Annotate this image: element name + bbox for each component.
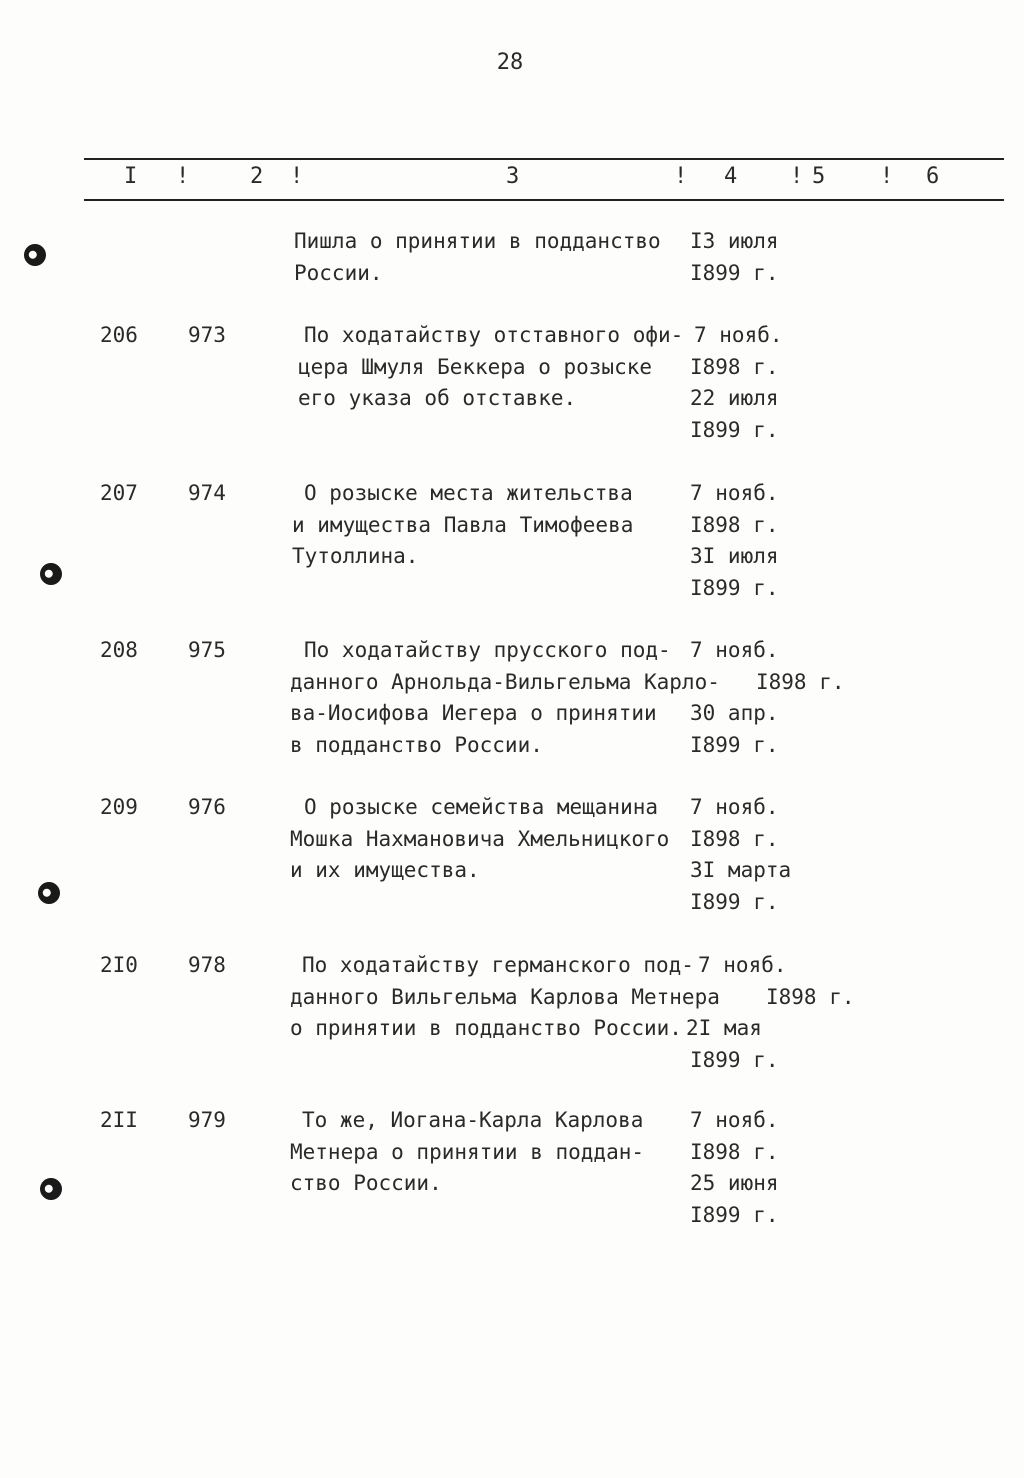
header-bottom-rule <box>84 199 1004 201</box>
header-separator: ! <box>674 164 688 189</box>
entry-date-line: 7 нояб. <box>694 323 783 347</box>
entry-date-line: 7 нояб. <box>698 953 787 977</box>
entry-date-line: I899 г. <box>690 889 779 914</box>
entry-title-line: России. <box>294 260 383 285</box>
page-number: 28 <box>496 50 524 75</box>
entry-title-line: По ходатайству прусского под- <box>304 638 671 662</box>
entry-date-line: I899 г. <box>690 575 779 600</box>
entry-file-number: 979 <box>188 1108 226 1132</box>
entry-number: 208 <box>100 638 138 662</box>
entry-file-number: 975 <box>188 638 226 662</box>
entry-date-line: I899 г. <box>690 417 779 442</box>
header-col-5: 5 <box>812 164 826 189</box>
binding-hole-mark <box>35 879 63 907</box>
binding-hole-mark <box>37 1175 65 1203</box>
entry-date-line: 2I мая <box>686 1016 762 1040</box>
entry-title-line: цера Шмуля Беккера о розыске <box>298 354 653 379</box>
entry-dates <box>686 950 855 1076</box>
entry-number: 2II <box>100 1108 138 1132</box>
entry-date-line: I898 г. <box>690 354 779 379</box>
header-col-6: 6 <box>926 164 940 189</box>
entry-date-line: I898 г. <box>766 984 855 1009</box>
entry-file-number: 973 <box>188 323 226 347</box>
binding-hole-mark <box>21 241 49 269</box>
entry-dates <box>686 320 783 446</box>
entry-file-number: 978 <box>188 953 226 977</box>
entry-dates <box>690 226 779 289</box>
entry-date-line: 7 нояб. <box>690 481 779 505</box>
entry-title-line: данного Арнольда-Вильгельма Карло- <box>290 669 720 694</box>
entry-title-line: в подданство России. <box>290 732 543 757</box>
header-col-3: 3 <box>506 164 520 189</box>
entry-title-line: По ходатайству германского под- <box>302 953 694 977</box>
entry-title-line: и имущества Павла Тимофеева <box>292 512 634 537</box>
entry-number: 2I0 <box>100 953 138 977</box>
entry-dates <box>686 478 779 604</box>
table-header <box>0 164 1024 194</box>
entry-title <box>290 950 720 1045</box>
entry-title-line: Мошка Нахмановича Хмельницкого <box>290 826 670 851</box>
entry-number: 206 <box>100 323 138 347</box>
entry-date-line: 7 нояб. <box>690 638 779 662</box>
entry-title-line: его указа об отставке. <box>298 386 577 410</box>
entry-date-line: I898 г. <box>690 512 779 537</box>
entry-date-line: 7 нояб. <box>690 1108 779 1132</box>
entry-number: 207 <box>100 481 138 505</box>
entry-title-line: О розыске места жительства <box>304 481 633 505</box>
binding-hole-mark <box>37 560 65 588</box>
entry-date-line: I899 г. <box>690 1047 779 1072</box>
entry-date-line: 3I июля <box>690 544 779 568</box>
entry-file-number: 974 <box>188 481 226 505</box>
entry-date-line: 7 нояб. <box>690 795 779 819</box>
entry-date-line: I898 г. <box>690 826 779 851</box>
entry-date-line: 22 июля <box>690 386 779 410</box>
entry-dates <box>686 1105 779 1231</box>
entry-title-line: Пишла о принятии в подданство <box>294 229 661 253</box>
header-separator: ! <box>176 164 190 189</box>
entry-title-line: и их имущества. <box>290 858 480 882</box>
entry-number: 209 <box>100 795 138 819</box>
entry-title-line: ство России. <box>290 1171 442 1195</box>
entry-title <box>294 226 661 289</box>
entry-date-line: I899 г. <box>690 1202 779 1227</box>
entry-title <box>290 635 720 761</box>
header-col-1: I <box>124 164 138 189</box>
entry-dates <box>686 792 791 918</box>
entry-date-line: I899 г. <box>690 260 779 285</box>
entry-file-number: 976 <box>188 795 226 819</box>
entry-date-line: 25 июня <box>690 1171 779 1195</box>
entry-title-line: данного Вильгельма Карлова Метнера <box>290 984 720 1009</box>
entry-title-line: Метнера о принятии в поддан- <box>290 1139 645 1164</box>
entry-title <box>298 320 684 415</box>
entry-title-line: О розыске семейства мещанина <box>304 795 659 819</box>
header-separator: ! <box>790 164 804 189</box>
entry-title-line: ва-Иосифова Иегера о принятии <box>290 701 657 725</box>
entry-date-line: I899 г. <box>690 732 779 757</box>
entry-date-line: 30 апр. <box>690 701 779 725</box>
entry-title <box>290 792 670 887</box>
entry-title <box>290 1105 645 1200</box>
entry-date-line: I898 г. <box>690 1139 779 1164</box>
entry-title <box>292 478 634 573</box>
header-separator: ! <box>880 164 894 189</box>
entry-title-line: То же, Иогана-Карла Карлова <box>302 1108 644 1132</box>
entry-date-line: I898 г. <box>756 669 845 694</box>
header-col-2: 2 <box>250 164 264 189</box>
entry-title-line: Тутоллина. <box>292 544 419 568</box>
header-top-rule <box>84 158 1004 160</box>
entry-title-line: о принятии в подданство России. <box>290 1016 682 1040</box>
entry-dates <box>686 635 845 761</box>
entry-date-line: I3 июля <box>690 229 779 253</box>
entry-date-line: 3I марта <box>690 858 792 882</box>
header-separator: ! <box>290 164 304 189</box>
header-col-4: 4 <box>724 164 738 189</box>
entry-title-line: По ходатайству отставного офи- <box>304 323 684 347</box>
